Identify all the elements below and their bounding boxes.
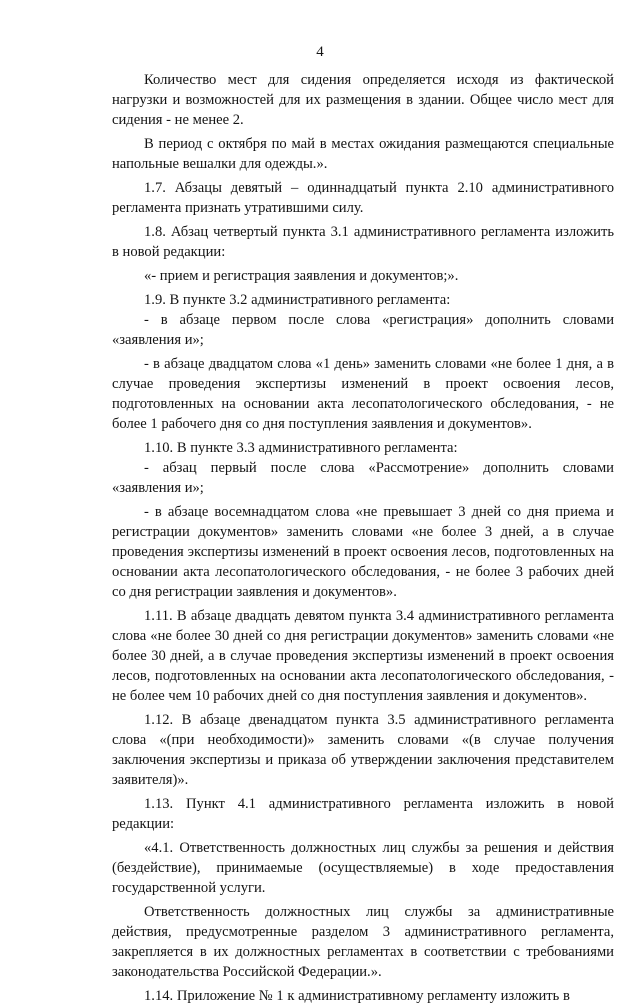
paragraph-1-10-item-2: - в абзаце восемнадцатом слова «не превышает 3 дней со дня приема и регистрации документов» заменить словами «не более 3 дней, а в случае проведения экспертизы изменений в проект освоения лесов, подготовленных на основании акта лесопатологического обследования, - не более 3 рабочих дней со дня регистрации заявления и документов».	[112, 504, 614, 600]
document-body	[112, 70, 614, 1006]
paragraph-1-12: 1.12. В абзаце двенадцатом пункта 3.5 административного регламента слова «(при необходимости)» заменить словами «(в случае получения заключения экспертизы и приказа об утверждении заключения представителем заявителя)».	[112, 712, 614, 788]
paragraph-1-7: 1.7. Абзацы девятый – одиннадцатый пункта 2.10 административного регламента признать утратившими силу.	[112, 180, 614, 216]
paragraph-1-9-item-2: - в абзаце двадцатом слова «1 день» заменить словами «не более 1 дня, а в случае проведения экспертизы изменений в проект освоения лесов, подготовленных на основании акта лесопатологического обследования, - не более 1 рабочего дня со дня поступления заявления и документов».	[112, 356, 614, 432]
paragraph-1-8-quote: «- прием и регистрация заявления и документов;».	[144, 268, 459, 284]
paragraph-1-10-item-1: - абзац первый после слова «Рассмотрение» дополнить словами «заявления и»;	[112, 460, 614, 496]
paragraph-1-11: 1.11. В абзаце двадцать девятом пункта 3.4 административного регламента слова «не более 30 дней со дня регистрации документов» заменить словами «не более 30 дней, а в случае проведения экспертизы изменений в проект освоения лесов, подготовленных на основании акта лесопатологического обследования, - не более чем 10 рабочих дней со дня поступления заявления и документов».	[112, 608, 614, 704]
page-number: 4	[316, 44, 324, 60]
paragraph-responsibility: Ответственность должностных лиц службы за административные действия, предусмотренные разделом 3 административного регламента, закрепляется в их должностных регламентах в соответствии с требованиями законодательства Российской Федерации.».	[112, 904, 614, 980]
paragraph-1-9: 1.9. В пункте 3.2 административного регламента:	[144, 292, 451, 308]
paragraph-seating: Количество мест для сидения определяется исходя из фактической нагрузки и возможностей для их размещения в здании. Общее число мест для сидения - не менее 2.	[112, 72, 614, 128]
paragraph-1-13: 1.13. Пункт 4.1 административного регламента изложить в новой редакции:	[112, 796, 614, 832]
paragraph-1-14: 1.14. Приложение № 1 к административному регламенту изложить в	[144, 988, 570, 1004]
paragraph-4-1: «4.1. Ответственность должностных лиц службы за решения и действия (бездействие), принимаемые (осуществляемые) в ходе предоставления государственной услуги.	[112, 840, 614, 896]
paragraph-1-8: 1.8. Абзац четвертый пункта 3.1 административного регламента изложить в новой редакции:	[112, 224, 614, 260]
paragraph-hangers: В период с октября по май в местах ожидания размещаются специальные напольные вешалки для одежды.».	[112, 136, 614, 172]
paragraph-1-9-item-1: - в абзаце первом после слова «регистрация» дополнить словами «заявления и»;	[112, 312, 614, 348]
paragraph-1-10: 1.10. В пункте 3.3 административного регламента:	[144, 440, 458, 456]
